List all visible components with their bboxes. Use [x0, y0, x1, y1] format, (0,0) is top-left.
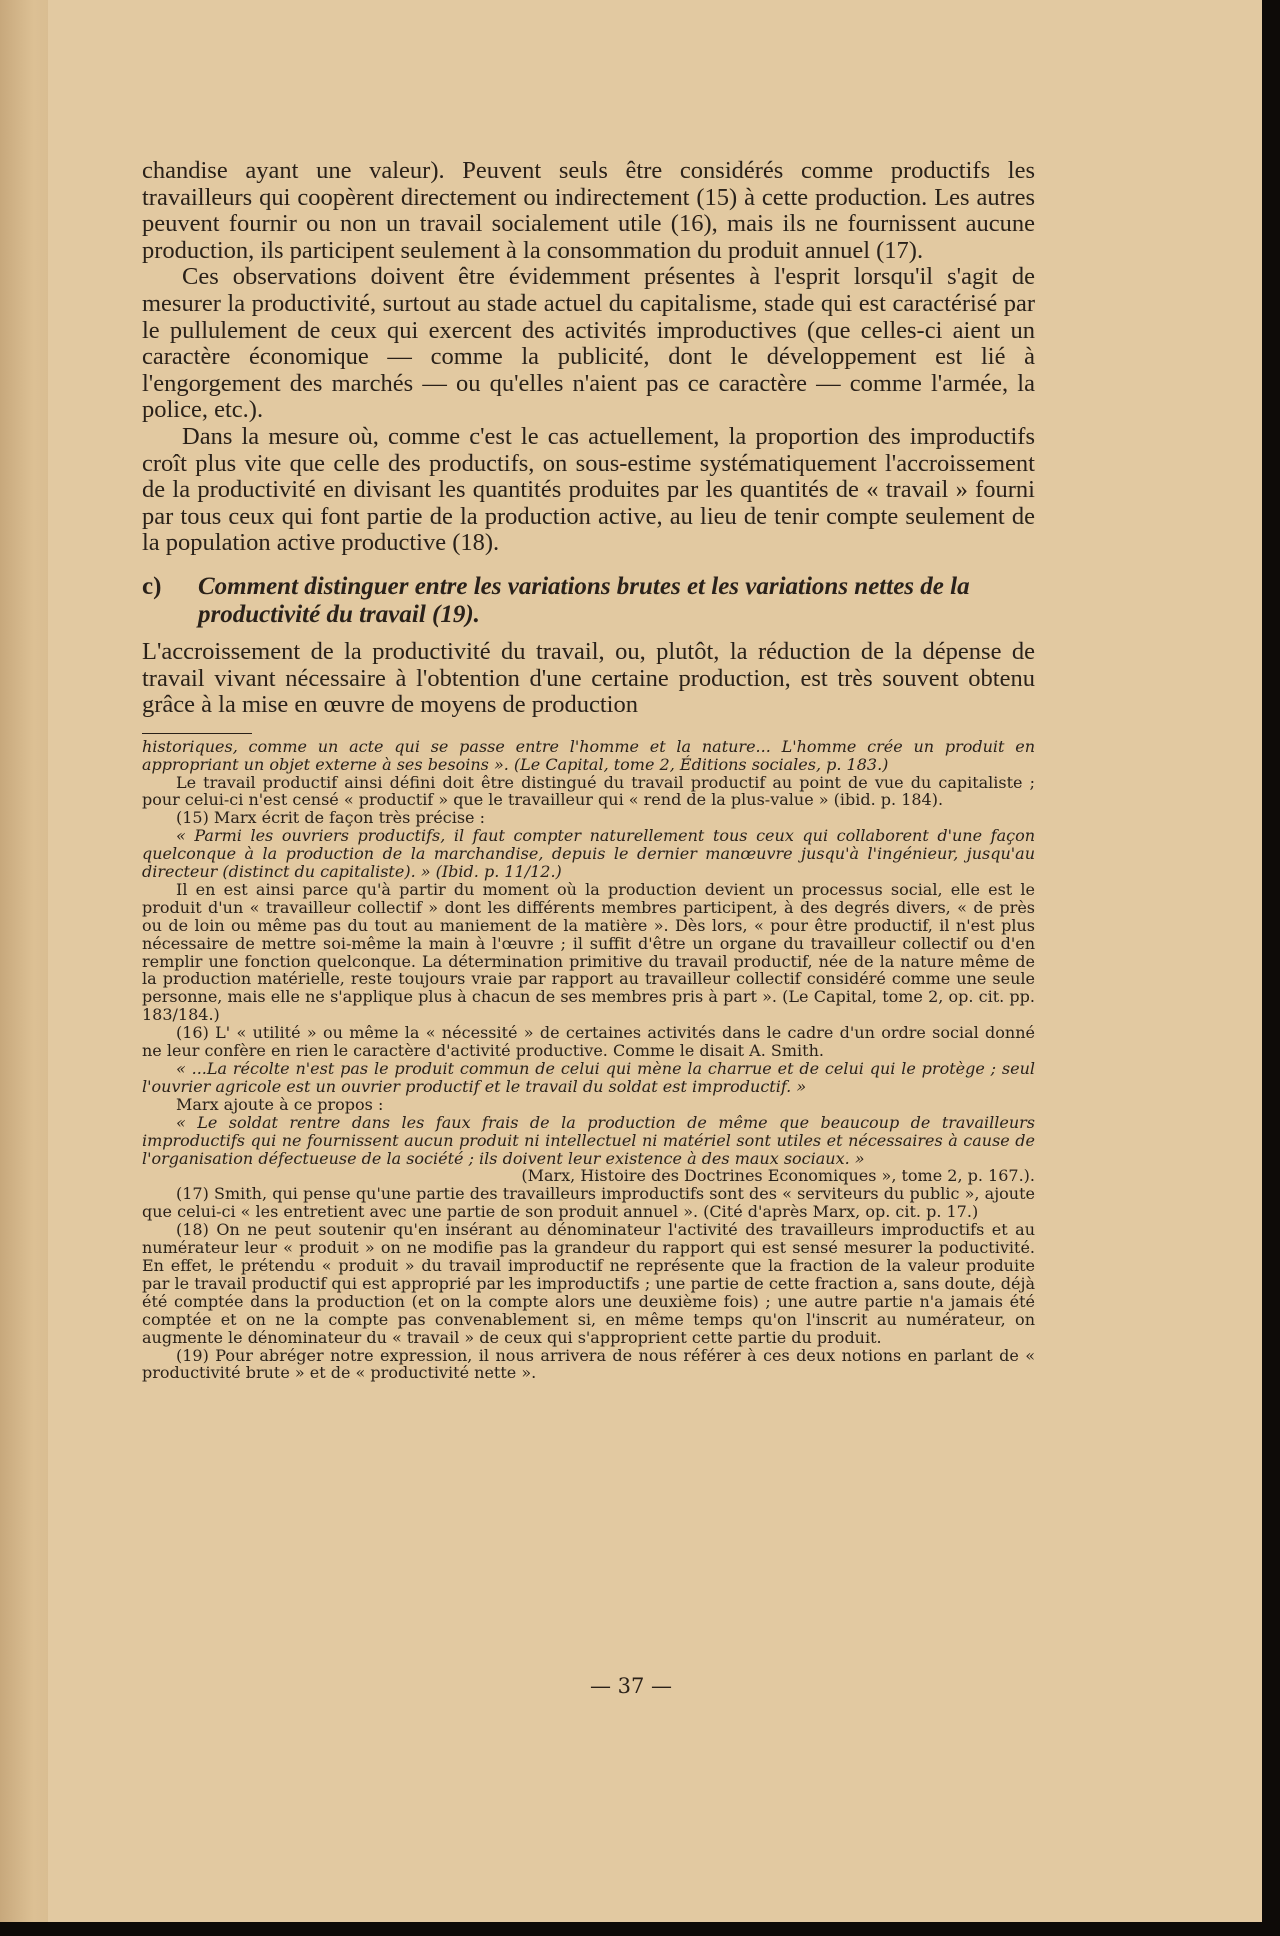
footnote-17: (17) Smith, qui pense qu'une partie des travailleurs improductifs sont des « serviteurs du public », ajoute que celui-ci « les entretient avec une partie de son produit annuel ». (Cité d'après Marx, op. cit. p. 17.) [142, 1184, 1035, 1222]
footnote-19: (19) Pour abréger notre expression, il nous arrivera de nous référer à ces deux notions en parlant de « productivité brute » et de « productivité nette ». [142, 1345, 1035, 1383]
footnote-paragraph: Marx ajoute à ce propos : [176, 1094, 384, 1114]
footnote-quote: « ...La récolte n'est pas le produit commun de celui qui mène la charrue et de celui qui le protège ; seul l'ouvrier agricole est un ouvrier productif et le travail du soldat est improductif. » [142, 1059, 1035, 1096]
page-bottom-edge [0, 1922, 1280, 1936]
footnote-citation: (Marx, Histoire des Doctrines Economiques », tome 2, p. 167.). [521, 1166, 1035, 1186]
footnote-quote: « Le soldat rentre dans les faux frais de la production de même que beaucoup de travailleurs improductifs qui ne fournissent aucun produit ni intellectuel ni matériel sont utiles et nécessaires à cause de l'organisation défectueuse de la société ; ils doivent leur existence à des maux sociaux. » [142, 1112, 1035, 1168]
footnote-15: (15) Marx écrit de façon très précise : [176, 808, 485, 828]
section-heading [142, 573, 1035, 629]
footnote-paragraph: Le travail productif ainsi défini doit être distingué du travail productif au point de vue du capitaliste ; pour celui-ci n'est censé « productif » que le travailleur qui « rend de la plus-value » (ibid. p. 184). [142, 772, 1035, 810]
body-paragraph-2: Ces observations doivent être évidemment présentes à l'esprit lorsqu'il s'agit de mesurer la productivité, surtout au stade actuel du capitalisme, stade qui est caractérisé par le pullulement de ceux qui exercent des activités improductives (que celles-ci aient un caractère économique — comme la publicité, dont le développement est lié à l'engorgement des marchés — ou qu'elles n'aient pas ce caractère — comme l'armée, la police, etc.). [142, 263, 1035, 424]
footnote-continuation: historiques, comme un acte qui se passe entre l'homme et la nature... L'homme crée un produit en appropriant un objet externe à ses besoins ». (Le Capital, tome 2, Éditions sociales, p. 183.) [142, 736, 1035, 774]
footnote-16: (16) L' « utilité » ou même la « nécessité » de certaines activités dans le cadre d'un ordre social donné ne leur confère en rien le caractère d'activité productive. Comme le disait A. Smith. [142, 1023, 1035, 1061]
footnote-quote: « Parmi les ouvriers productifs, il faut compter naturellement tous ceux qui collaborent d'une façon quelconque à la production de la marchandise, depuis le dernier manœuvre jusqu'à l'ingénieur, jusqu'au directeur (distinct du capitaliste). » (Ibid. p. 11/12.) [142, 826, 1035, 882]
page-gutter [0, 0, 48, 1936]
footnote-divider [142, 733, 252, 734]
page-right-edge [1262, 0, 1280, 1936]
footnote-paragraph: Il en est ainsi parce qu'à partir du moment où la production devient un processus social, elle est le produit d'un « travailleur collectif » dont les différents membres participent, à des degrés divers, « de près ou de loin ou même pas du tout au maniement de la matière ». Dès lors, « pour être productif, il n'est plus nécessaire de mettre soi-même la main à l'œuvre ; il suffit d'être un organe du travailleur collectif ou d'en remplir une fonction quelconque. La détermination primitive du travail productif, née de la nature même de la production matérielle, reste toujours vraie par rapport au travailleur collectif considéré comme une seule personne, mais elle ne s'applique plus à chacun de ses membres pris à part ». (Le Capital, tome 2, op. cit. pp. 183/184.) [142, 879, 1035, 1025]
body-paragraph-4: L'accroissement de la productivité du travail, ou, plutôt, la réduction de la dépense de travail vivant nécessaire à l'obtention d'une certaine production, est très souvent obtenu grâce à la mise en œuvre de moyens de production [142, 637, 1035, 719]
body-paragraph-1: chandise ayant une valeur). Peuvent seuls être considérés comme productifs les travailleurs qui coopèrent directement ou indirectement (15) à cette production. Les autres peuvent fournir ou non un travail socialement utile (16), mais ils ne fournissent aucune production, ils participent seulement à la consommation du produit annuel (17). [142, 157, 1035, 264]
page-content [142, 158, 1035, 1382]
body-paragraph-3: Dans la mesure où, comme c'est le cas actuellement, la proportion des improductifs croît plus vite que celle des productifs, on sous-estime systématiquement l'accroissement de la productivité en divisant les quantités produites par les quantités de « travail » fourni par tous ceux qui font partie de la production active, au lieu de tenir compte seulement de la population active productive (18). [142, 422, 1035, 557]
section-heading-text: Comment distinguer entre les variations brutes et les variations nettes de la productivité du travail (19). [198, 572, 970, 628]
footnote-18: (18) On ne peut soutenir qu'en insérant au dénominateur l'activité des travailleurs improductifs et au numérateur leur « produit » on ne modifie pas la grandeur du rapport qui est sensé mesurer la poductivité. En effet, le prétendu « produit » du travail improductif ne représente que la fraction de la valeur produite par le travail productif qui est approprié par les improductifs ; une partie de cette fraction a, sans doute, déjà été comptée dans la production (et on la compte alors une deuxième fois) ; une autre partie n'a jamais été comptée et on ne la compte pas convenablement si, en même temps qu'on l'inscrit au numérateur, on augmente le dénominateur du « travail » de ceux qui s'approprient cette partie du produit. [142, 1220, 1035, 1347]
section-heading-marker: c) [142, 572, 162, 600]
footnotes [142, 738, 1035, 1383]
page-number: — 37 — [589, 1674, 673, 1698]
